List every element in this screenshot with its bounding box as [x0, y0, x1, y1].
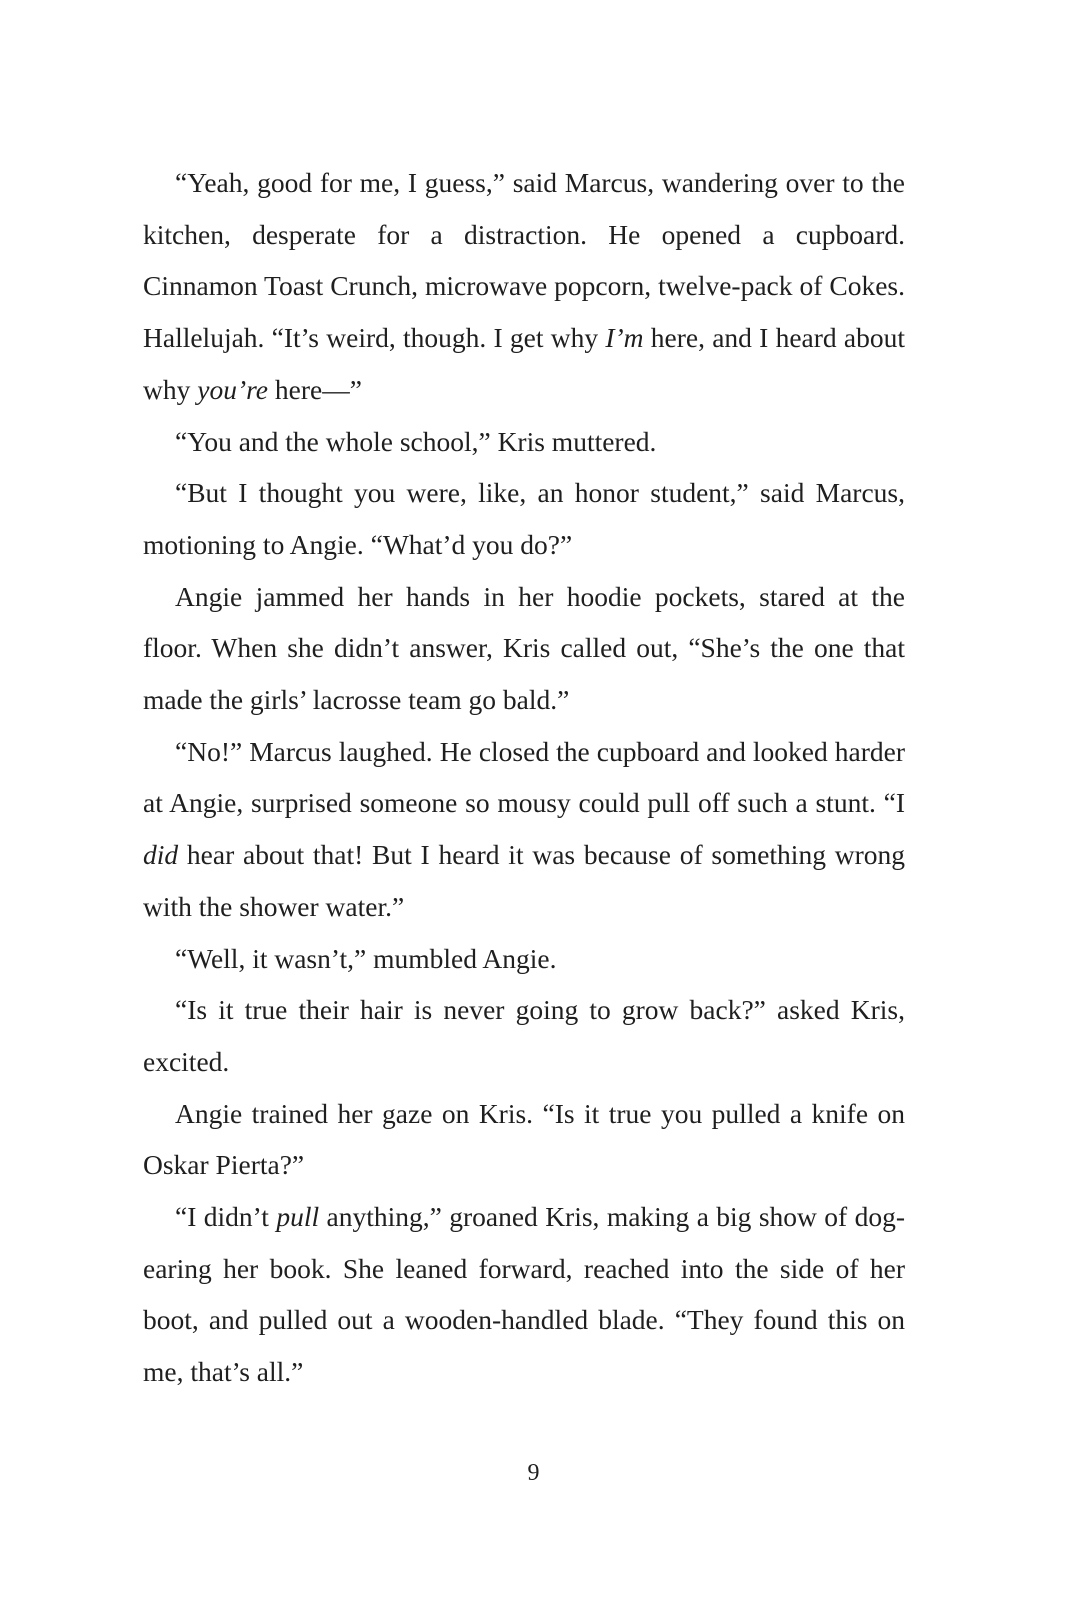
text-run: here, and I heard about why [143, 322, 905, 405]
text-run: anything,” groaned Kris, making a big show of dog-earing her book. She leaned forward, reached into the side of her boot, and pulled out a wooden-handled blade. “They found this on me, that’s all.” [143, 1201, 905, 1388]
text-run: Angie jammed her hands in her hoodie pockets, stared at the floor. When she didn’t answer, Kris called out, “She’s the one that made the girls’ lacrosse team go bald.” [143, 580, 905, 716]
paragraph [143, 157, 905, 416]
italic-text: I’m [605, 322, 644, 354]
paragraph [143, 571, 905, 726]
page-number: 9 [527, 1460, 540, 1486]
text-run: “Yeah, good for me, I guess,” said Marcus, wandering over to the kitchen, desperate for a distraction. He opened a cupboard. Cinnamon Toast Crunch, microwave popcorn, twelve-pack of Cokes. Hallelujah. “It’s weird, though. I get why [143, 167, 905, 354]
text-run: “I didn’t [175, 1201, 277, 1233]
text-run: here—” [268, 373, 362, 405]
paragraph [143, 1088, 905, 1191]
text-run: “No!” Marcus laughed. He closed the cupboard and looked harder at Angie, surprised someone so mousy could pull off such a stunt. “I [143, 735, 905, 819]
italic-text: did [143, 839, 179, 871]
body-text [143, 157, 905, 1398]
text-run: hear about that! But I heard it was because of something wrong with the shower water.” [143, 839, 905, 922]
paragraph [143, 1191, 905, 1398]
text-run: “Is it true their hair is never going to grow back?” asked Kris, excited. [143, 994, 905, 1077]
text-run: “Well, it wasn’t,” mumbled Angie. [175, 942, 557, 974]
paragraph [143, 467, 905, 570]
italic-text: pull [276, 1201, 320, 1233]
paragraph [143, 726, 905, 933]
paragraph [143, 933, 905, 985]
text-run: Angie trained her gaze on Kris. “Is it true you pulled a knife on Oskar Pierta?” [143, 1097, 905, 1181]
paragraph [143, 984, 905, 1087]
text-run: “You and the whole school,” Kris muttered. [175, 425, 657, 457]
paragraph [143, 416, 905, 468]
text-run: “But I thought you were, like, an honor student,” said Marcus, motioning to Angie. “What’d you do?” [143, 477, 905, 560]
italic-text: you’re [197, 373, 269, 405]
